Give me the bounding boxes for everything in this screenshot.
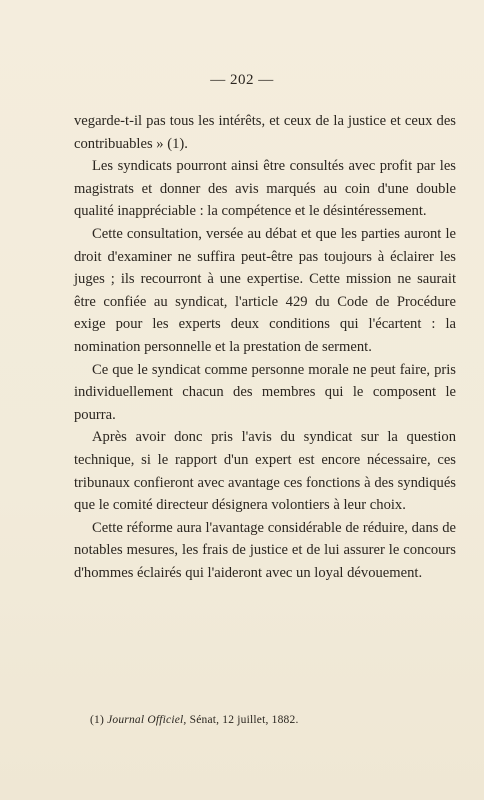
paragraph: Cette réforme aura l'avantage considérable de réduire, dans de notables mesures, les frais de justice et de lui assurer le concours d'hommes éclairés qui l'aideront avec un loyal dévouement. (74, 519, 456, 581)
paragraph: Cette consultation, versée au débat et que les parties auront le droit d'examiner ne suffira peut-être pas toujours à éclairer les juges ; ils recourront à une expertise. Cette mission ne saurait être confiée au syndicat, l'article 429 du Code de Procédure exige pour les experts deux conditions qui l'écartent : la nomination personnelle et la prestation de serment. (74, 225, 456, 355)
page-number: — 202 — (210, 72, 274, 88)
footnote-citation: Sénat, 12 juillet, 1882. (189, 714, 299, 726)
footnote-source: Journal Officiel, (107, 714, 187, 726)
footnote-marker: (1) (90, 714, 105, 726)
paragraph: Ce que le syndicat comme personne morale ne peut faire, pris individuellement chacun des membres qui le composent le pourra. (74, 361, 456, 423)
paragraph: Les syndicats pourront ainsi être consultés avec profit par les magistrats et donner des avis marqués au coin d'une double qualité inappréciable : la compétence et le désintéressement. (74, 158, 456, 220)
paragraph: Après avoir donc pris l'avis du syndicat sur la question technique, si le rapport d'un expert est encore nécessaire, ces tribunaux confieront avec avantage ces fonctions à des syndiqués que le comité directeur désignera volontiers à leur choix. (74, 429, 456, 514)
footnote (90, 714, 299, 726)
body-text (74, 110, 456, 584)
paragraph: vegarde-t-il pas tous les intérêts, et ceux de la justice et ceux des contribuables » (1). (74, 113, 456, 152)
